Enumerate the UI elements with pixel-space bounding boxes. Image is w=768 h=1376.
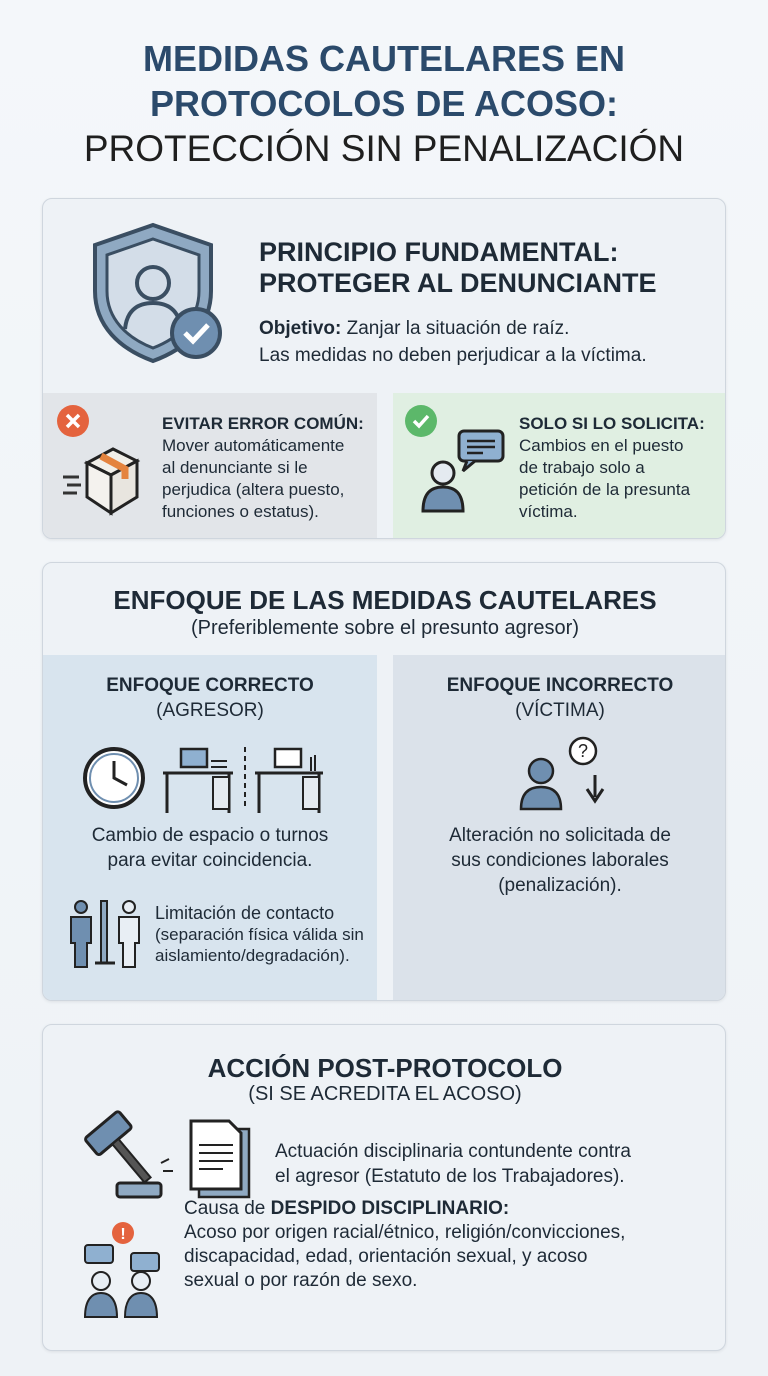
moving-box-icon [61, 437, 141, 517]
post-title: ACCIÓN POST-PROTOCOLO [207, 1053, 563, 1083]
correct-text-contact: Limitación de contacto (separación física válida sin aislamiento/degradación). [155, 903, 364, 965]
avoid-error-panel [43, 393, 377, 539]
dismissal-cause-text: Causa de DESPIDO DISCIPLINARIO: Acoso por origen racial/étnico, religión/convicciones, discapacidad, edad, orientación sexual, y acoso sexual o por razón de sexo. [184, 1198, 626, 1291]
clock-desks-icon [83, 743, 328, 813]
gavel-icon [69, 1109, 179, 1201]
approach-title: ENFOQUE DE LAS MEDIDAS CAUTELARES [113, 585, 657, 615]
svg-text:!: ! [120, 1226, 126, 1243]
disciplinary-action-text: Actuación disciplinaria contundente contra el agresor (Estatuto de los Trabajadores). [275, 1141, 631, 1187]
correct-approach-panel [43, 655, 377, 1001]
document-icon [189, 1119, 253, 1201]
principle-card [42, 198, 726, 539]
principle-objective: Objetivo: Zanjar la situación de raíz. Las medidas no deben perjudicar a la víctima. [259, 318, 647, 366]
post-subtitle: (SI SE ACREDITA EL ACOSO) [248, 1083, 522, 1105]
principle-heading: PRINCIPIO FUNDAMENTAL: PROTEGER AL DENUNCIANTE [259, 237, 657, 298]
people-alert-dialogue-icon [83, 1221, 163, 1319]
title-line-2: PROTOCOLOS DE ACOSO: [149, 83, 619, 124]
correct-text-space: Cambio de espacio o turnos para evitar coincidencia. [91, 825, 329, 871]
correct-title: ENFOQUE CORRECTO [106, 675, 314, 696]
post-protocol-card [42, 1024, 726, 1351]
contact-limitation-icon [67, 899, 143, 969]
incorrect-text: Alteración no solicitada de sus condiciones laborales (penalización). [449, 825, 671, 896]
incorrect-title: ENFOQUE INCORRECTO [446, 675, 674, 696]
incorrect-approach-panel [393, 655, 726, 1001]
approach-card [42, 562, 726, 1001]
incorrect-subtitle: (VÍCTIMA) [515, 700, 605, 721]
shield-user-check-icon [91, 221, 226, 366]
only-if-requested-panel [393, 393, 726, 539]
correct-subtitle: (AGRESOR) [156, 700, 264, 721]
person-question-down-arrow-icon [519, 735, 615, 811]
svg-text:?: ? [577, 741, 589, 761]
error-x-icon [57, 405, 89, 437]
only-if-requested-text: SOLO SI LO SOLICITA: Cambios en el puesto de trabajo solo a petición de la presunta víctima. [519, 414, 705, 521]
person-speech-bubble-icon [419, 429, 509, 515]
avoid-error-text: EVITAR ERROR COMÚN: Mover automáticamente al denunciante si le perjudica (altera puesto, funciones o estatus). [162, 414, 364, 521]
approach-subtitle: (Preferiblemente sobre el presunto agresor) [191, 617, 579, 639]
title-line-3: PROTECCIÓN SIN PENALIZACIÓN [83, 128, 685, 169]
title-line-1: MEDIDAS CAUTELARES EN [142, 38, 626, 79]
